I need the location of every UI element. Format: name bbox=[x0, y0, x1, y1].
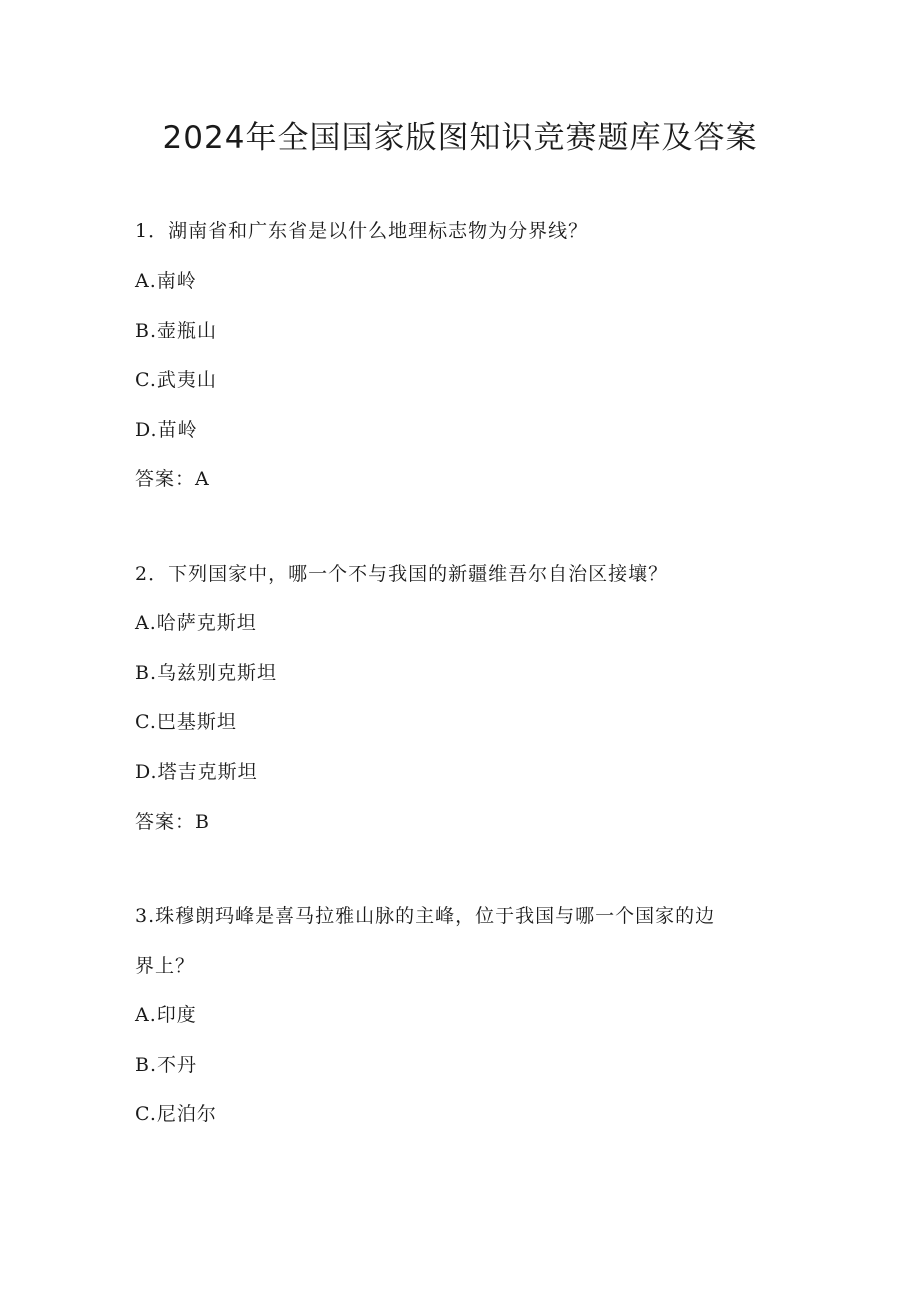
question-3-option-b: B.不丹 bbox=[135, 1054, 198, 1076]
question-2-answer: 答案：B bbox=[135, 811, 210, 833]
question-1-answer: 答案：A bbox=[135, 468, 210, 490]
question-2-option-c: C.巴基斯坦 bbox=[135, 711, 237, 733]
document-title: 2024年全国国家版图知识竞赛题库及答案 bbox=[162, 120, 758, 156]
question-2-option-d: D.塔吉克斯坦 bbox=[135, 761, 258, 783]
question-2-option-b: B.乌兹别克斯坦 bbox=[135, 662, 278, 684]
question-1-text: 1．湖南省和广东省是以什么地理标志物为分界线？ bbox=[135, 220, 589, 242]
question-3-text-line-1: 3.珠穆朗玛峰是喜马拉雅山脉的主峰，位于我国与哪一个国家的边 bbox=[135, 905, 716, 927]
question-3-option-a: A.印度 bbox=[135, 1004, 197, 1026]
question-2-option-a: A.哈萨克斯坦 bbox=[135, 612, 257, 634]
question-1-option-d: D.苗岭 bbox=[135, 419, 198, 441]
question-1-option-c: C.武夷山 bbox=[135, 369, 217, 391]
question-2-text: 2．下列国家中，哪一个不与我国的新疆维吾尔自治区接壤？ bbox=[135, 563, 669, 585]
question-3-text-line-2: 界上？ bbox=[135, 955, 196, 977]
question-1-option-a: A.南岭 bbox=[135, 270, 197, 292]
question-1-option-b: B.壶瓶山 bbox=[135, 320, 218, 342]
question-3-option-c: C.尼泊尔 bbox=[135, 1103, 217, 1125]
